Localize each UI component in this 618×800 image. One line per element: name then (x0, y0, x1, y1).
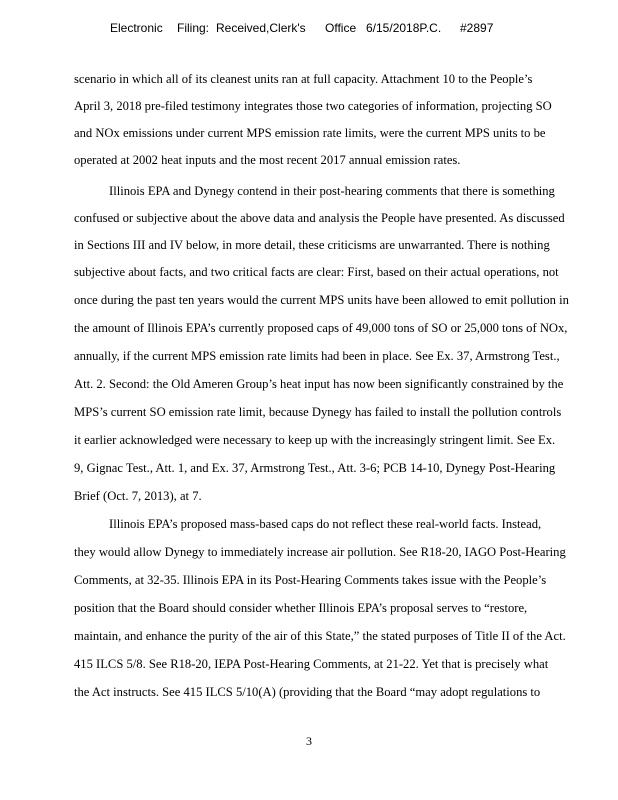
text-line: scenario in which all of its cleanest units ran at full capacity. Attachment 10 to the People’s (74, 72, 533, 86)
text-line: it earlier acknowledged were necessary to keep up with the increasingly stringent limit. See Ex. (74, 433, 556, 447)
text-line: the Act instructs. See 415 ILCS 5/10(A) (providing that the Board “may adopt regulations to (74, 685, 541, 699)
header-filing: Filing: (177, 21, 210, 35)
text-line: Att. 2. Second: the Old Ameren Group’s heat input has now been significantly constrained by the (74, 377, 564, 391)
text-line: in Sections III and IV below, in more detail, these criticisms are unwarranted. There is nothing (74, 238, 550, 252)
text-line: operated at 2002 heat inputs and the most recent 2017 annual emission rates. (74, 153, 461, 167)
header-electronic: Electronic (110, 21, 163, 35)
text-line: MPS’s current SO emission rate limit, because Dynegy has failed to install the pollution controls (74, 405, 562, 419)
header-received: Received,Clerk's (216, 21, 306, 35)
text-line: Comments, at 32-35. Illinois EPA in its Post-Hearing Comments takes issue with the People’s (74, 573, 547, 587)
text-line: maintain, and enhance the purity of the air of this State,” the stated purposes of Title II of the Act. (74, 629, 566, 643)
text-line: and NOx emissions under current MPS emission rate limits, were the current MPS units to be (74, 126, 546, 140)
page-number: 3 (306, 734, 312, 748)
text-line: once during the past ten years would the current MPS units have been allowed to emit pollution in (74, 293, 569, 307)
header-date: 6/15/2018P.C. (366, 21, 442, 35)
text-line: they would allow Dynegy to immediately increase air pollution. See R18-20, IAGO Post-Hearing (74, 545, 566, 559)
text-line: 415 ILCS 5/8. See R18-20, IEPA Post-Hearing Comments, at 21-22. Yet that is precisely what (74, 657, 549, 671)
text-line: the amount of Illinois EPA’s currently proposed caps of 49,000 tons of SO or 25,000 tons of NOx, (74, 321, 568, 335)
text-line: subjective about facts, and two critical facts are clear: First, based on their actual operations, not (74, 265, 559, 279)
text-line: April 3, 2018 pre-filed testimony integrates those two categories of information, projecting SO (74, 99, 552, 113)
text-line: Brief (Oct. 7, 2013), at 7. (74, 489, 202, 503)
text-line: position that the Board should consider whether Illinois EPA’s proposal serves to “restore, (74, 601, 528, 615)
text-line: 9, Gignac Test., Att. 1, and Ex. 37, Armstrong Test., Att. 3-6; PCB 14-10, Dynegy Post-Hearing (74, 461, 556, 475)
header-number: #2897 (460, 21, 494, 35)
text-line: Illinois EPA’s proposed mass-based caps do not reflect these real-world facts. Instead, (109, 517, 542, 531)
text-line: annually, if the current MPS emission rate limits had been in place. See Ex. 37, Armstrong Test., (74, 349, 560, 363)
header-office: Office (325, 21, 357, 35)
text-line: Illinois EPA and Dynegy contend in their post-hearing comments that there is something (109, 184, 555, 198)
text-line: confused or subjective about the above data and analysis the People have presented. As discussed (74, 211, 565, 225)
